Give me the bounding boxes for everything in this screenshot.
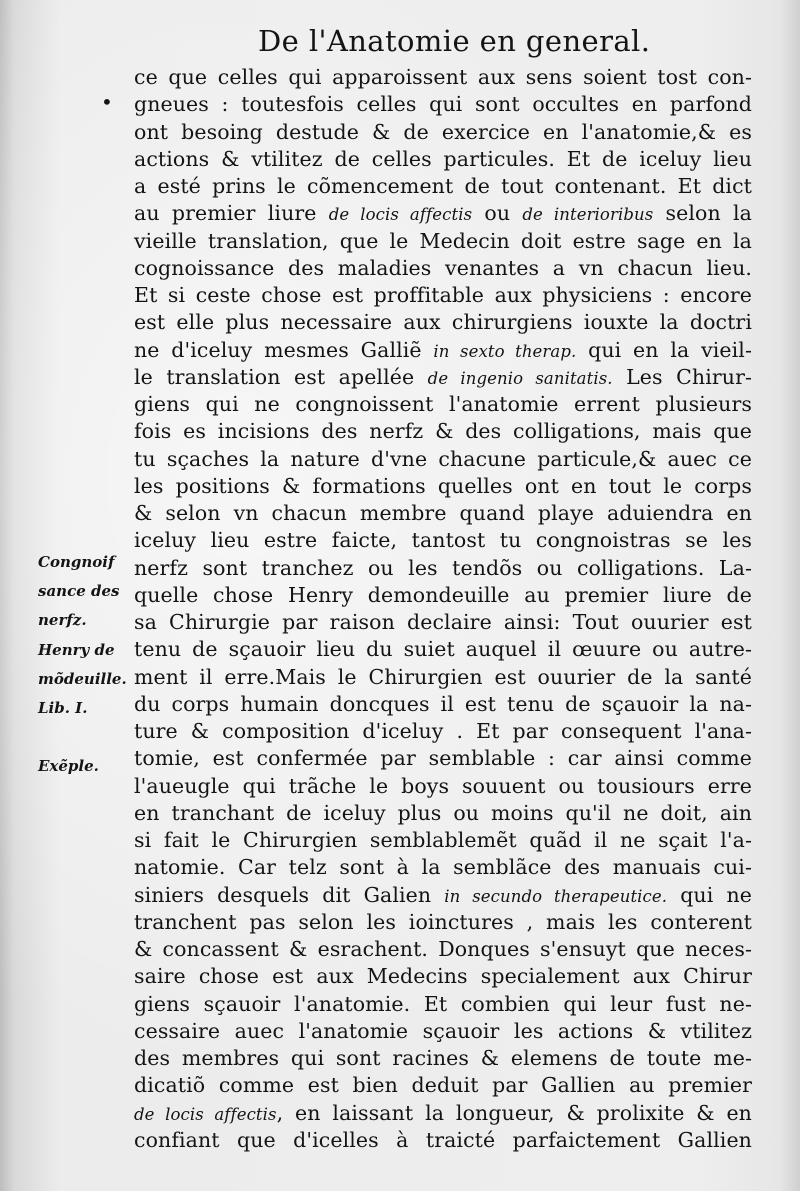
text-line <box>134 146 752 173</box>
text-segment: nerfz sont tranchez ou les tendõs ou colligations. La- <box>134 555 752 580</box>
text-line <box>134 991 752 1018</box>
text-line <box>134 255 752 282</box>
text-segment: gneues : toutesfois celles qui sont occultes en parfond <box>134 92 752 117</box>
italic-citation: de locis affectis <box>328 205 473 225</box>
marginal-note: sance des <box>38 582 120 601</box>
text-line <box>134 337 752 364</box>
text-line <box>134 609 752 636</box>
text-segment: qui ne <box>667 882 752 907</box>
marginal-note: Congnoif <box>38 553 115 571</box>
text-segment: tomie, est confermée par semblable : car ainsi comme <box>134 746 752 771</box>
text-segment: Les Chirur- <box>612 364 752 389</box>
text-segment: dicatiõ comme est bien deduit par Gallien au premier <box>134 1073 752 1098</box>
text-segment: tranchent pas selon les ioinctures , mais les conterent <box>134 909 752 934</box>
text-line <box>134 119 752 146</box>
text-segment: fois es incisions des nerfz & des colligations, mais que <box>134 419 752 444</box>
text-line <box>134 691 752 718</box>
text-segment: est elle plus necessaire aux chirurgiens iouxte la doctri <box>134 310 752 335</box>
marginal-note: mõdeuille. <box>38 669 127 688</box>
text-line <box>134 473 752 500</box>
text-line <box>134 64 752 91</box>
italic-citation: in sexto therap. <box>433 341 577 361</box>
text-segment: a esté prins le cõmencement de tout contenant. Et dict <box>134 174 752 198</box>
text-segment: Et si ceste chose est proffitable aux physiciens : encore <box>134 283 752 307</box>
text-line <box>134 173 752 200</box>
text-line <box>134 200 752 227</box>
text-line <box>134 827 752 854</box>
text-segment: confiant que d'icelles à traicté parfaictement Gallien <box>134 1127 752 1152</box>
text-line <box>134 282 752 309</box>
text-line <box>134 582 752 609</box>
text-segment: cognoissance des maladies venantes a vn chacun lieu. <box>134 255 752 280</box>
text-line <box>134 91 752 118</box>
text-segment: ou <box>472 201 523 226</box>
text-segment: au premier liure <box>134 201 329 226</box>
text-segment: tu sçaches la nature d'vne chacune particule,& auec ce <box>134 446 752 471</box>
running-head: De l'Anatomie en general. <box>258 24 651 58</box>
text-segment: le translation est apellée <box>134 364 428 389</box>
marginal-note: Exẽple. <box>38 757 99 776</box>
body-text <box>134 64 752 1154</box>
text-segment: , en laissant la longueur, & prolixite & en <box>276 1100 752 1125</box>
text-segment: & concassent & esrachent. Donques s'ensuyt que neces- <box>134 937 752 961</box>
text-line <box>134 555 752 582</box>
marginal-note: Henry de <box>38 640 115 659</box>
text-line <box>134 1100 752 1127</box>
text-segment: giens sçauoir l'anatomie. Et combien qui leur fust ne- <box>134 991 752 1016</box>
text-line <box>134 1018 752 1045</box>
text-segment: cessaire auec l'anatomie sçauoir les actions & vtilitez <box>134 1018 752 1043</box>
text-line <box>134 1045 752 1072</box>
text-segment: giens qui ne congnoissent l'anatomie errent plusieurs <box>134 392 752 416</box>
marginal-note: nerfz. <box>38 611 87 630</box>
text-line <box>134 309 752 336</box>
text-segment: ture & composition d'iceluy . Et par consequent l'ana- <box>134 719 752 743</box>
text-segment: des membres qui sont racines & elemens de toute me- <box>134 1046 752 1070</box>
text-segment: si fait le Chirurgien semblablemẽt quãd il ne sçait l'a- <box>134 828 752 852</box>
text-segment: tenu de sçauoir lieu du suiet auquel il œuure ou autre- <box>134 637 752 662</box>
text-segment: ment il erre.Mais le Chirurgien est ouurier de la santé <box>134 664 752 689</box>
text-line <box>134 800 752 827</box>
italic-citation: in secundo therapeutice. <box>444 886 668 906</box>
text-segment: ont besoing destude & de exercice en l'anatomie,& es <box>134 119 752 144</box>
text-segment: ne d'iceluy mesmes Galliẽ <box>134 337 434 362</box>
text-segment: l'aueugle qui trãche le boys souuent ou tousiours erre <box>134 773 752 798</box>
paragraph-marker: • <box>101 90 113 114</box>
text-line <box>134 745 752 772</box>
text-segment: ce que celles qui apparoissent aux sens soient tost con- <box>134 65 752 89</box>
text-segment: actions & vtilitez de celles particules. Et de iceluy lieu <box>134 146 752 171</box>
text-segment: & selon vn chacun membre quand playe aduiendra en <box>134 501 752 525</box>
text-line <box>134 854 752 881</box>
italic-citation: de interioribus <box>522 205 654 225</box>
text-line <box>134 446 752 473</box>
text-segment: qui en la vieil- <box>576 337 752 362</box>
italic-citation: de ingenio sanitatis. <box>427 368 613 388</box>
text-line <box>134 1072 752 1099</box>
text-segment: siniers desquels dit Galien <box>134 882 445 907</box>
text-line <box>134 718 752 745</box>
text-line <box>134 527 752 554</box>
marginal-note: Lib. I. <box>38 699 88 717</box>
text-line <box>134 664 752 691</box>
text-line <box>134 773 752 800</box>
text-segment: du corps humain doncques il est tenu de sçauoir la na- <box>134 691 752 716</box>
text-segment: saire chose est aux Medecins specialement aux Chirur <box>134 964 752 989</box>
text-line <box>134 1127 752 1154</box>
text-segment: selon la <box>653 201 752 226</box>
text-segment: sa Chirurgie par raison declaire ainsi: Tout ouurier est <box>134 610 752 634</box>
text-line <box>134 500 752 527</box>
text-line <box>134 391 752 418</box>
text-segment: en tranchant de iceluy plus ou moins qu'il ne doit, ain <box>134 800 752 825</box>
text-segment: quelle chose Henry demondeuille au premier liure de <box>134 582 752 607</box>
text-line <box>134 909 752 936</box>
italic-citation: de locis affectis <box>134 1104 277 1124</box>
text-segment: vieille translation, que le Medecin doit estre sage en la <box>134 228 752 253</box>
text-line <box>134 963 752 990</box>
text-segment: iceluy lieu estre faicte, tantost tu congnoistras se les <box>134 528 752 553</box>
text-line <box>134 882 752 909</box>
text-line <box>134 418 752 445</box>
text-line <box>134 228 752 255</box>
text-line <box>134 936 752 963</box>
text-segment: les positions & formations quelles ont en tout le corps <box>134 473 752 498</box>
text-line <box>134 364 752 391</box>
text-line <box>134 636 752 663</box>
text-segment: natomie. Car telz sont à la semblãce des manuais cui- <box>134 855 752 880</box>
